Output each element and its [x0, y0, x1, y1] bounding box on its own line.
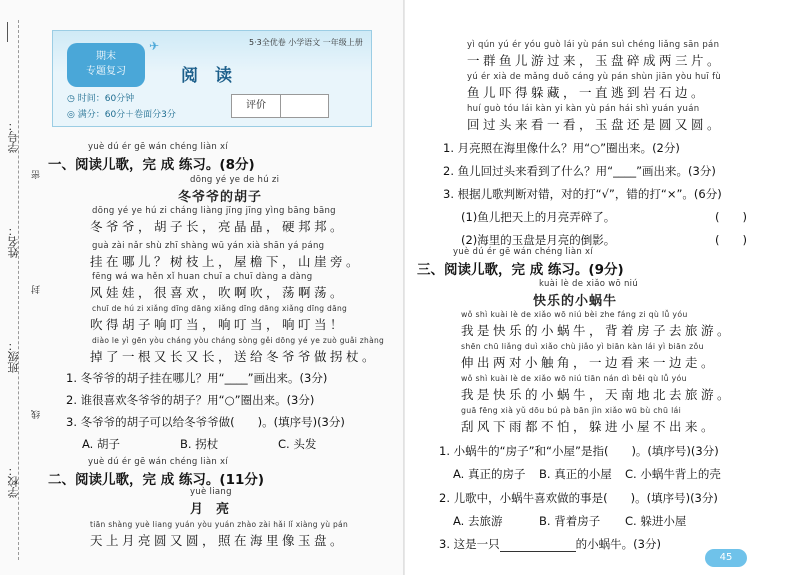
- poem1-title: 冬爷爷的胡子: [178, 190, 263, 205]
- poem2-line1-pinyin: tiān shàng yuè liang yuán yòu yuán zhào zài hǎi lǐ xiàng yù pán: [90, 520, 349, 529]
- header-banner: [52, 30, 372, 127]
- section2-question1: 1. 月亮照在海里像什么？用“○”圈出来。(2分): [443, 141, 680, 155]
- poem2-line1: 天上月亮圆又圆，照在海里像玉盘。: [90, 533, 347, 548]
- judge-statement-1: (1)鱼儿把天上的月亮弄碎了。: [461, 210, 616, 224]
- class-label: 班级：: [7, 340, 20, 373]
- section3-q1-option-a: A. 真正的房子: [453, 467, 526, 481]
- section3-q2-option-c: C. 躲进小屋: [625, 514, 687, 528]
- section1-heading-pinyin: yuè dú ér gē wán chéng liàn xí: [88, 142, 229, 152]
- series-label: 5·3全优卷 小学语文 一年级上册: [249, 38, 363, 47]
- poem3-line2-pinyin: shēn chū liǎng duì xiǎo chù jiǎo yì biān kàn lái yì biān zǒu: [461, 342, 704, 351]
- section1-question3: 3. 冬爷爷的胡子可以给冬爷爷做( )。(填序号)(3分): [66, 415, 345, 429]
- poem1-line3: 风娃娃，很喜欢，吹啊吹，荡啊荡。: [90, 285, 347, 300]
- seal-mark-2: 封: [32, 285, 42, 294]
- poem2-line3: 鱼儿吓得躲藏，一直逃到岩石边。: [467, 85, 708, 100]
- section3-question2: 2. 儿歌中，小蜗牛喜欢做的事是( )。(填序号)(3分): [439, 491, 718, 505]
- section3-q1-option-b: B. 真正的小屋: [539, 467, 612, 481]
- section1-heading: 一、阅读儿歌，完 成 练习。(8分): [48, 157, 255, 173]
- section2-question2: 2. 鱼儿回过头来看到了什么？用“____”画出来。(3分): [443, 164, 716, 178]
- name-label: 姓名：: [7, 225, 20, 258]
- poem2-line2-pinyin: yì qún yú ér yóu guò lái yù pán suì chéng liǎng sān pán: [467, 40, 720, 50]
- poem3-line3-pinyin: wǒ shì kuài lè de xiǎo wō niú tiān nán dì běi qù lǚ yóu: [461, 374, 687, 383]
- answer-blank[interactable]: [500, 537, 576, 552]
- section3-heading-pinyin: yuè dú ér gē wán chéng liàn xí: [453, 247, 594, 257]
- poem2-line4-pinyin: huí guò tóu lái kàn yi kàn yù pán hái shì yuán yuán: [467, 104, 700, 114]
- poem3-title-pinyin: kuài lè de xiǎo wō niú: [539, 279, 639, 289]
- right-page: [405, 0, 800, 575]
- section3-q2-option-b: B. 背着房子: [539, 514, 601, 528]
- seal-mark-1: 密: [32, 170, 42, 179]
- page-number: 45: [705, 549, 747, 567]
- school-label: 学校：: [7, 465, 20, 498]
- poem3-line4: 刮风下雨都不怕，躲进小屋不出来。: [461, 419, 718, 434]
- binding-tick: [7, 22, 8, 42]
- poem1-line5-pinyin: diào le yì gēn yòu cháng yòu cháng sòng gěi dōng yé ye zuò guǎi zhàng: [92, 336, 385, 345]
- poem2-line2: 一群鱼儿游过来，玉盘碎成两三片。: [467, 53, 724, 68]
- poem1-line4: 吹得胡子响叮当，响叮当，响叮当！: [90, 317, 347, 332]
- poem3-line2: 伸出两对小触角，一边看来一边走。: [461, 355, 718, 370]
- section3-question1: 1. 小蜗牛的“房子”和“小屋”是指( )。(填序号)(3分): [439, 444, 719, 458]
- poem3-line1: 我是快乐的小蜗牛，背着房子去旅游。: [461, 323, 734, 338]
- section3-q1-option-c: C. 小蜗牛背上的壳: [625, 467, 721, 481]
- poem1-line1: 冬爷爷，胡子长，亮晶晶，硬邦邦。: [90, 219, 347, 234]
- full-score: ◎ 满分：60分＋卷面分3分: [67, 110, 176, 120]
- judge-answer-1[interactable]: ( ): [715, 210, 747, 224]
- clock-icon: ◷: [67, 94, 78, 104]
- poem3-title: 快乐的小蜗牛: [533, 294, 618, 309]
- section2-question3: 3. 根据儿歌判断对错，对的打“√”，错的打“×”。(6分): [443, 187, 722, 201]
- section3-q2-option-a: A. 去旅游: [453, 514, 503, 528]
- section2-heading: 二、阅读儿歌，完 成 练习。(11分): [48, 472, 265, 488]
- section1-question2: 2. 谁很喜欢冬爷爷的胡子？用“○”圈出来。(3分): [66, 393, 315, 407]
- poem1-title-pinyin: dōng yé ye de hú zi: [190, 175, 280, 185]
- judge-statement-2: (2)海里的玉盘是月亮的倒影。: [461, 233, 616, 247]
- page-title: 阅 读: [181, 66, 232, 86]
- poem1-line2: 挂在哪儿？树枝上，屋檐下，山崖旁。: [90, 254, 363, 269]
- poem2-title-pinyin: yuè liang: [190, 487, 232, 497]
- section1-q3-option-a: A. 胡子: [82, 437, 120, 451]
- review-badge: 期末 专题复习: [67, 43, 145, 87]
- time-limit: ◷ 时间：60分钟: [67, 94, 135, 104]
- section1-q3-option-c: C. 头发: [278, 437, 317, 451]
- poem2-line4: 回过头来看一看，玉盘还是圆又圆。: [467, 117, 724, 132]
- poem1-line2-pinyin: guà zài nǎr shù zhī shàng wū yán xià shān yá páng: [92, 241, 325, 251]
- poem3-line4-pinyin: guā fēng xià yǔ dōu bú pà bān jìn xiǎo wū bù chū lái: [461, 406, 682, 415]
- section3-question3: 3. 这是一只 的小蜗牛。(3分): [439, 537, 661, 551]
- poem3-line3: 我是快乐的小蜗牛，天南地北去旅游。: [461, 387, 734, 402]
- poem2-line3-pinyin: yú ér xià de mǎng duǒ cáng yù pán shùn jiān yòu huī fù: [467, 72, 722, 82]
- star-icon: ◎: [67, 110, 78, 120]
- section1-q3-option-b: B. 拐杖: [180, 437, 219, 451]
- section1-question1: 1. 冬爷爷的胡子挂在哪儿？用“____”画出来。(3分): [66, 371, 328, 385]
- seal-mark-3: 线: [32, 410, 42, 419]
- poem1-line4-pinyin: chuī de hú zi xiǎng dīng dāng xiǎng dīng dāng xiǎng dīng dāng: [92, 304, 348, 313]
- poem3-line1-pinyin: wǒ shì kuài lè de xiǎo wō niú bèi zhe fáng zi qù lǚ yóu: [461, 310, 688, 319]
- poem1-line1-pinyin: dōng yé ye hú zi cháng liàng jīng jīng yìng bāng bāng: [92, 206, 336, 216]
- rocket-icon: ✈: [149, 39, 160, 53]
- poem1-line3-pinyin: fēng wá wa hěn xǐ huan chuī a chuī dàng a dàng: [92, 272, 313, 282]
- poem2-title: 月 亮: [190, 502, 230, 517]
- poem1-line5: 掉了一根又长又长，送给冬爷爷做拐杖。: [90, 349, 379, 364]
- binding-margin: [0, 0, 42, 575]
- judge-answer-2[interactable]: ( ): [715, 233, 747, 247]
- grade-box[interactable]: [231, 94, 329, 118]
- grade-field[interactable]: [281, 95, 328, 117]
- student-id-label: 学号：: [7, 120, 20, 153]
- section3-heading: 三、阅读儿歌，完 成 练习。(9分): [417, 262, 624, 278]
- section2-heading-pinyin: yuè dú ér gē wán chéng liàn xí: [88, 457, 229, 467]
- grade-label: 评价: [232, 95, 281, 117]
